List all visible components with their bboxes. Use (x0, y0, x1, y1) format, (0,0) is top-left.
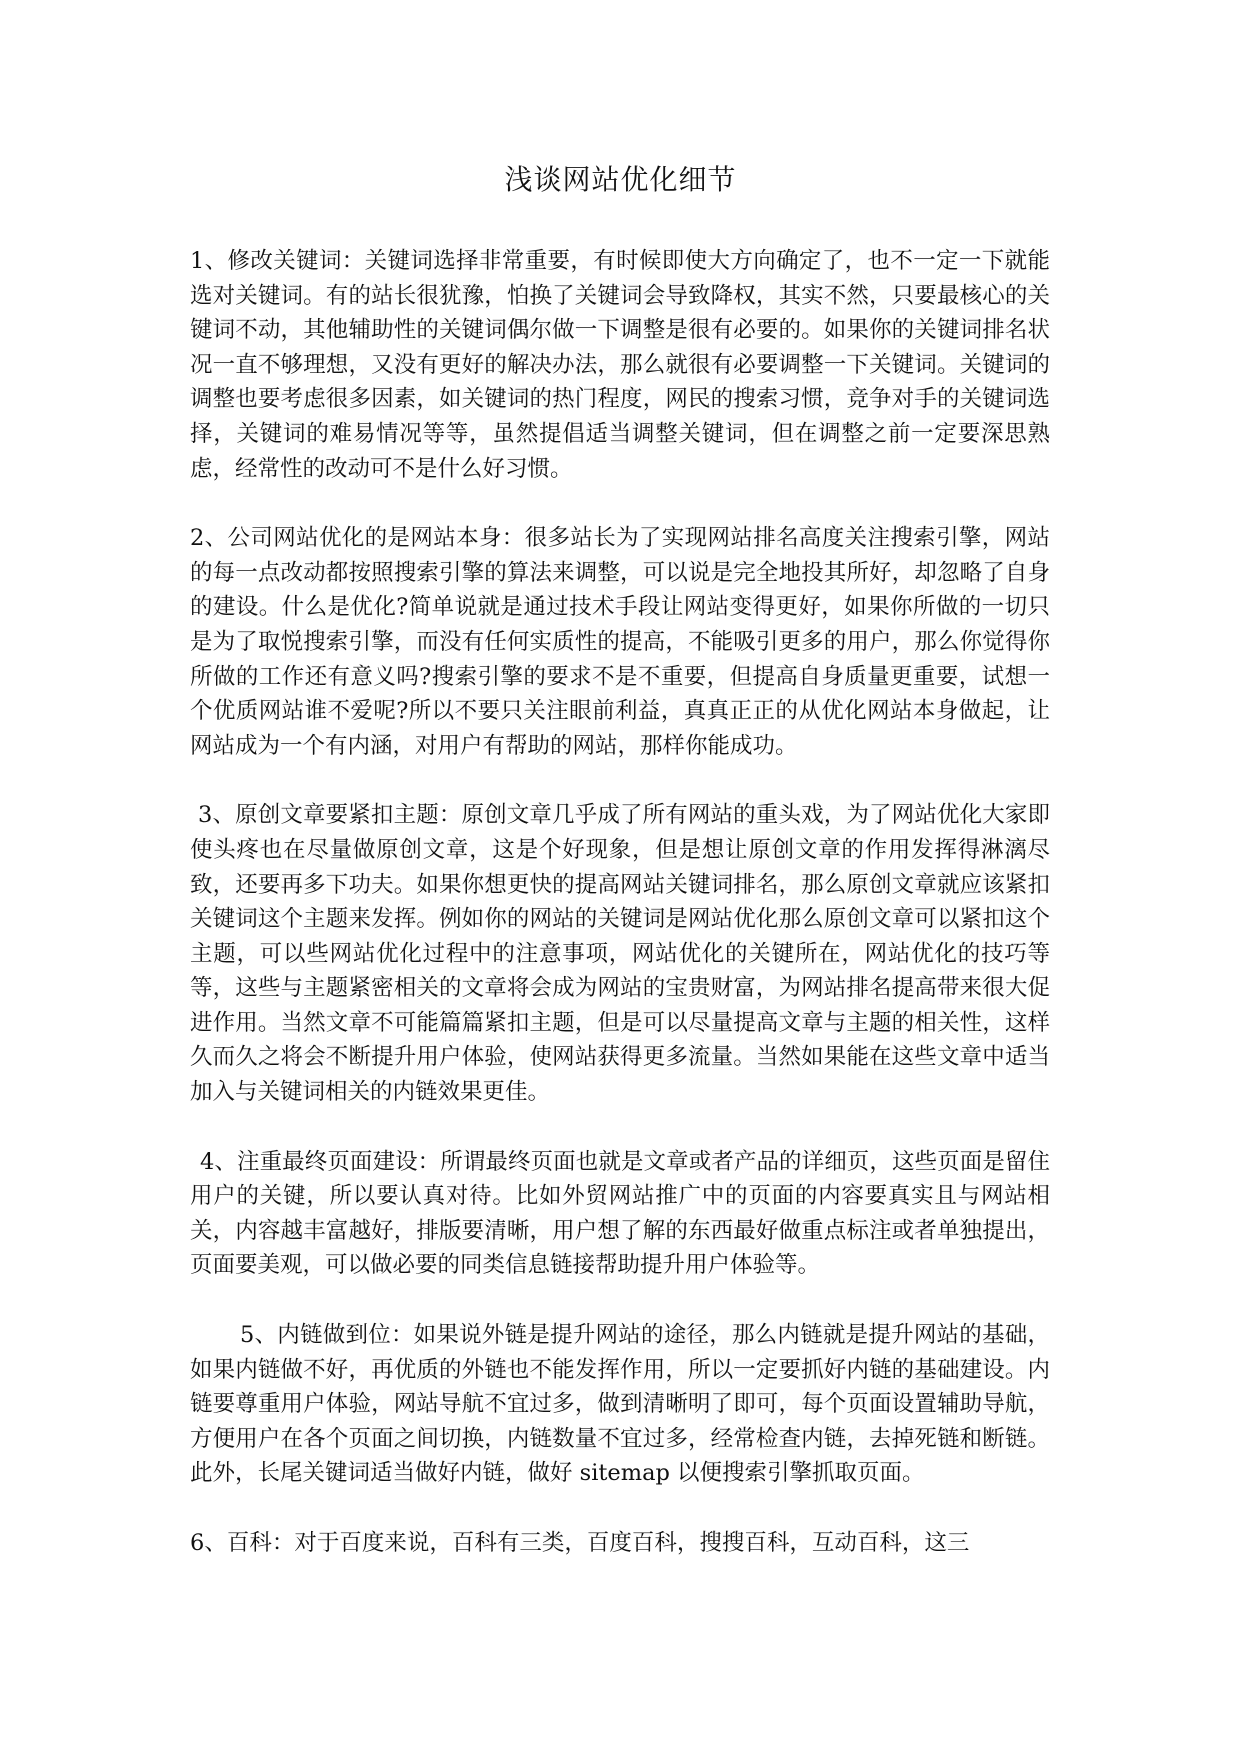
paragraph-1-modify-keywords: 1、修改关键词：关键词选择非常重要，有时候即使大方向确定了，也不一定一下就能选对关键词。有的站长很犹豫，怕换了关键词会导致降权，其实不然，只要最核心的关键词不动，其他辅助性的关键词偶尔做一下调整是很有必要的。如果你的关键词排名状况一直不够理想，又没有更好的解决办法，那么就很有必要调整一下关键词。关键词的调整也要考虑很多因素，如关键词的热门程度，网民的搜索习惯，竞争对手的关键词选择，关键词的难易情况等等，虽然提倡适当调整关键词，但在调整之前一定要深思熟虑，经常性的改动可不是什么好习惯。 (190, 248, 1050, 482)
paragraph-4-final-page-construction: 4、注重最终页面建设：所谓最终页面也就是文章或者产品的详细页，这些页面是留住用户的关键，所以要认真对待。比如外贸网站推广中的页面的内容要真实且与网站相关，内容越丰富越好，排版要清晰，用户想了解的东西最好做重点标注或者单独提出，页面要美观，可以做必要的同类信息链接帮助提升用户体验等。 (190, 1148, 1050, 1279)
document-title: 浅谈网站优化细节 (504, 163, 737, 196)
document-body (190, 244, 1050, 1561)
paragraph-2-optimize-site-itself: 2、公司网站优化的是网站本身：很多站长为了实现网站排名高度关注搜索引擎，网站的每一点改动都按照搜索引擎的算法来调整，可以说是完全地投其所好，却忽略了自身的建设。什么是优化?简单说就是通过技术手段让网站变得更好，如果你所做的一切只是为了取悦搜索引擎，而没有任何实质性的提高，不能吸引更多的用户，那么你觉得你所做的工作还有意义吗?搜索引擎的要求不是不重要，但提高自身质量更重要，试想一个优质网站谁不爱呢?所以不要只关注眼前利益，真真正正的从优化网站本身做起，让网站成为一个有内涵，对用户有帮助的网站，那样你能成功。 (190, 525, 1050, 759)
paragraph-3-original-articles: 3、原创文章要紧扣主题：原创文章几乎成了所有网站的重头戏，为了网站优化大家即使头疼也在尽量做原创文章，这是个好现象，但是想让原创文章的作用发挥得淋漓尽致，还要再多下功夫。如果你想更快的提高网站关键词排名，那么原创文章就应该紧扣关键词这个主题来发挥。例如你的网站的关键词是网站优化那么原创文章可以紧扣这个主题，可以些网站优化过程中的注意事项，网站优化的关键所在，网站优化的技巧等等，这些与主题紧密相关的文章将会成为网站的宝贵财富，为网站排名提高带来很大促进作用。当然文章不可能篇篇紧扣主题，但是可以尽量提高文章与主题的相关性，这样久而久之将会不断提升用户体验，使网站获得更多流量。当然如果能在这些文章中适当加入与关键词相关的内链效果更佳。 (190, 802, 1050, 1106)
paragraph-6-encyclopedia: 6、百科：对于百度来说，百科有三类，百度百科，搜搜百科，互动百科，这三 (190, 1530, 970, 1556)
paragraph-5-internal-links: 5、内链做到位：如果说外链是提升网站的途径，那么内链就是提升网站的基础，如果内链做不好，再优质的外链也不能发挥作用，所以一定要抓好内链的基础建设。内链要尊重用户体验，网站导航不宜过多，做到清晰明了即可，每个页面设置辅助导航，方便用户在各个页面之间切换，内链数量不宜过多，经常检查内链，去掉死链和断链。此外，长尾关键词适当做好内链，做好 sitemap 以便搜索引擎抓取页面。 (190, 1322, 1050, 1487)
